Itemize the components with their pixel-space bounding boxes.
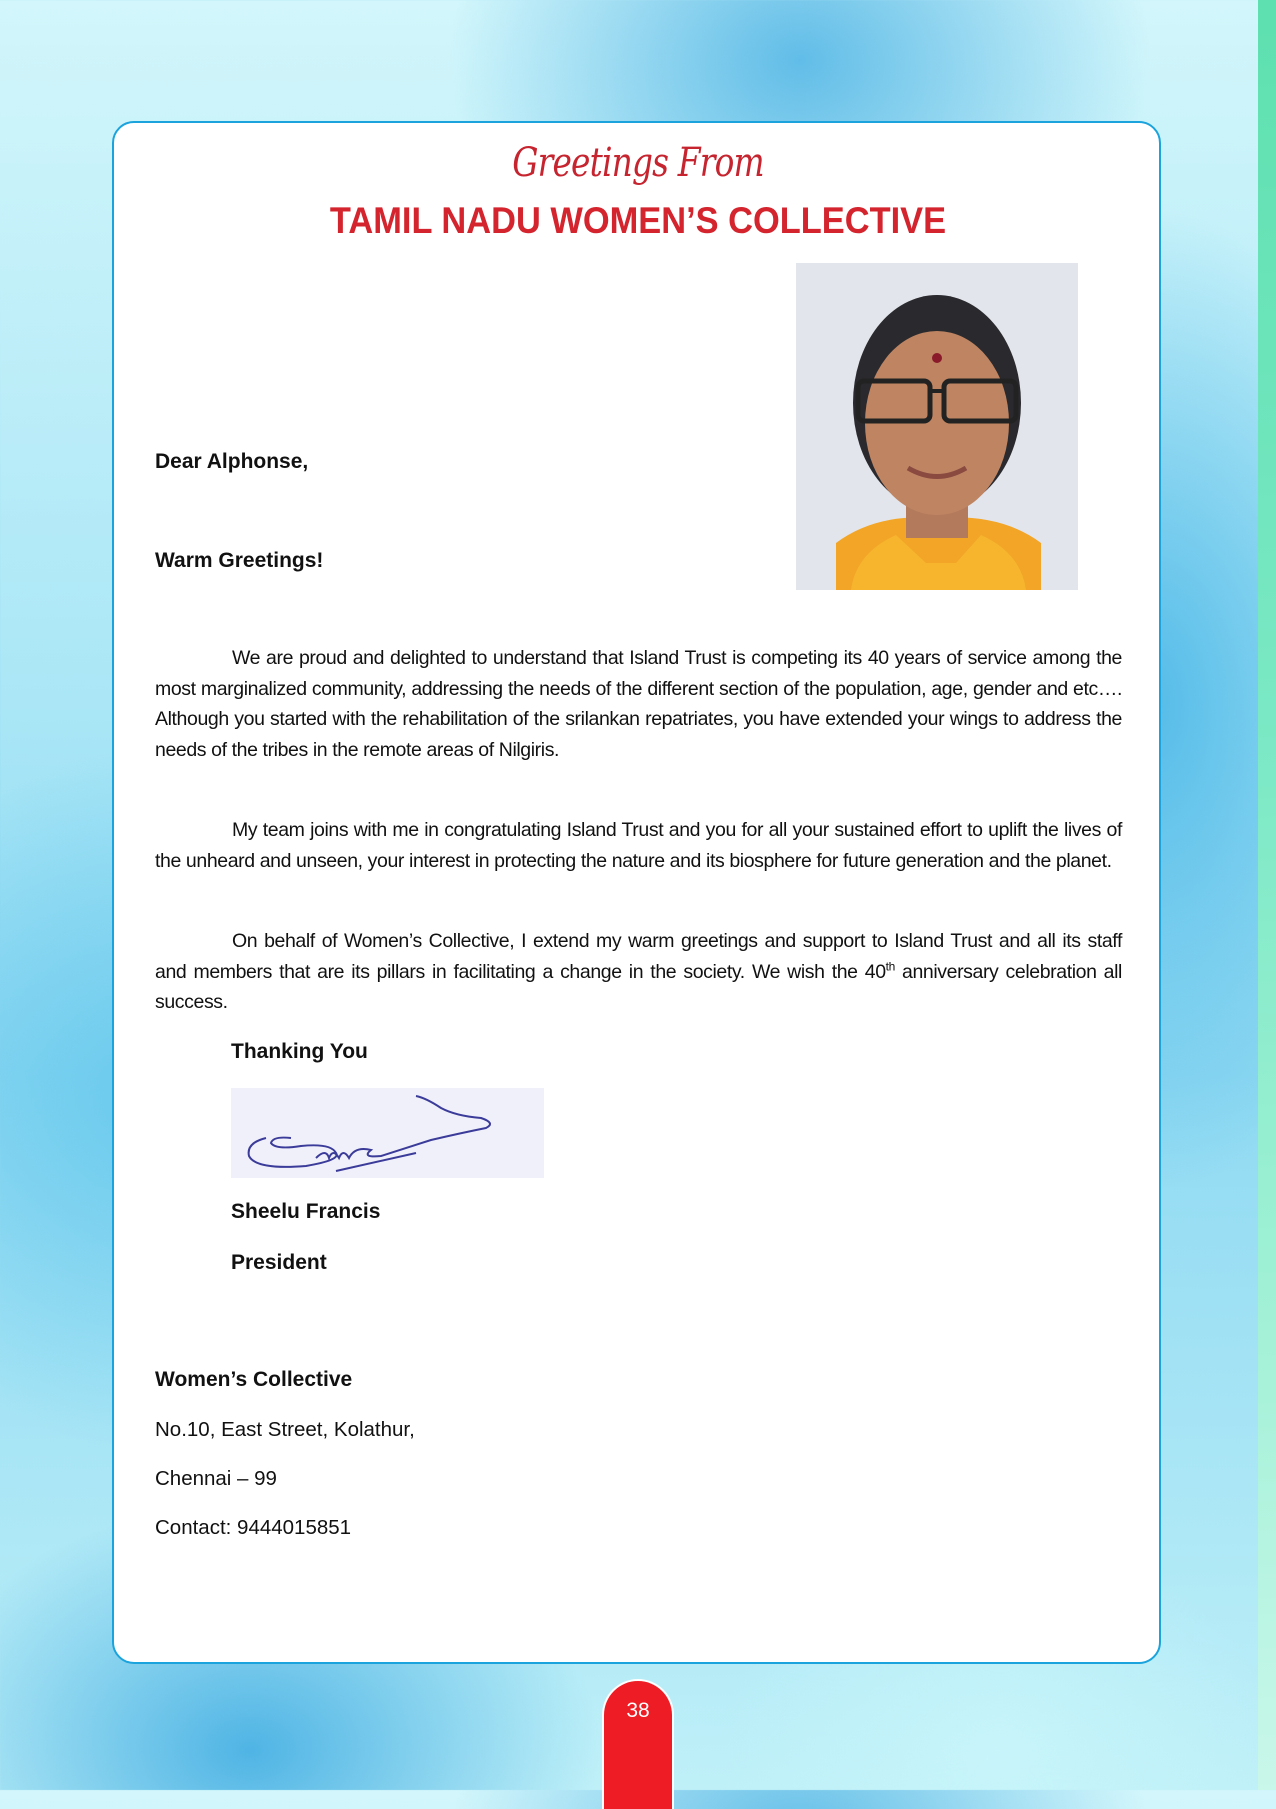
body-paragraph-3 <box>155 926 1122 1018</box>
salutation: Dear Alphonse, <box>155 450 309 473</box>
paragraph-3-text: On behalf of Women’s Collective, I extend my warm greetings and support to Island Trust and all its staff and members that are its pillars in facilitating a change in the society. We wish the 40 <box>155 930 1122 983</box>
address-line-2: Chennai – 99 <box>155 1467 277 1490</box>
decorative-side-strip <box>1258 0 1276 1790</box>
organization-title: TAMIL NADU WOMEN’S COLLECTIVE <box>329 200 947 241</box>
address-contact: Contact: 9444015851 <box>155 1516 352 1539</box>
ordinal-superscript: th <box>885 959 895 973</box>
paragraph-3-tail: anniversary celebration all success. <box>155 960 1122 1013</box>
body-paragraph-2 <box>155 815 1122 876</box>
address-organization: Women’s Collective <box>155 1368 353 1391</box>
signature-icon <box>231 1088 544 1178</box>
portrait-photo <box>796 263 1078 590</box>
address-line-1: No.10, East Street, Kolathur, <box>155 1418 415 1441</box>
page-number: 38 <box>626 1699 650 1722</box>
closing-line: Thanking You <box>231 1040 368 1063</box>
greeting-line: Warm Greetings! <box>155 549 324 572</box>
signatory-title: President <box>231 1251 327 1274</box>
body-paragraph-1 <box>155 643 1122 765</box>
signature-image <box>231 1088 544 1178</box>
portrait-image-icon <box>796 263 1078 590</box>
signatory-name: Sheelu Francis <box>231 1200 381 1223</box>
paragraph-2-text: My team joins with me in congratulating Island Trust and you for all your sustained effort to uplift the lives of the unheard and unseen, your interest in protecting the nature and its biosphere for future generation and the planet. <box>155 819 1122 872</box>
greetings-script-title: Greetings From <box>512 140 764 186</box>
paragraph-1-text: We are proud and delighted to understand that Island Trust is competing its 40 years of service among the most marginalized community, addressing the needs of the different section of the population, age, gender and etc…. Although you started with the rehabilitation of the srilankan repatriates, you have extended your wings to address the needs of the tribes in the remote areas of Nilgiris. <box>155 647 1122 761</box>
